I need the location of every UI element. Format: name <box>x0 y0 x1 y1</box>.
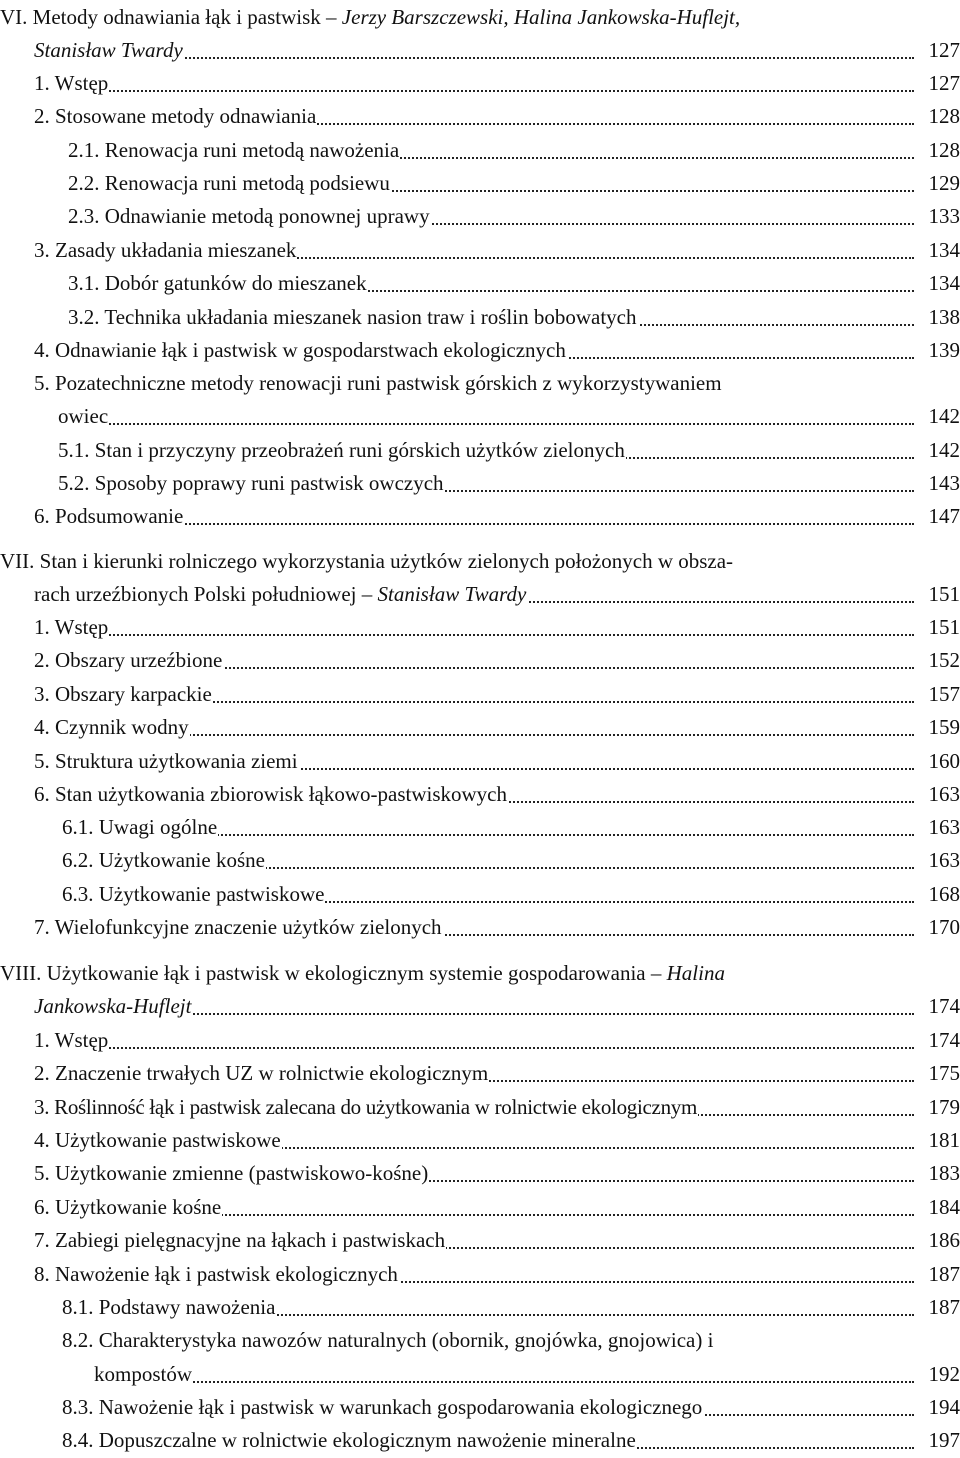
toc-page-number: 179 <box>916 1091 960 1124</box>
toc-entry <box>0 67 960 100</box>
toc-page-number: 170 <box>916 911 960 944</box>
toc-part-heading <box>0 1 960 34</box>
toc-entry-number: 5. <box>34 749 50 773</box>
toc-entry-number: 5.1. <box>58 438 90 462</box>
toc-entry-title: Roślinność łąk i pastwisk zalecana do użytkowania w rolnictwie ekologicznym <box>54 1095 698 1119</box>
toc-entry-number: 2. <box>34 104 50 128</box>
toc-page-number: 181 <box>916 1124 960 1157</box>
toc-entry-number: 3.2. <box>68 305 100 329</box>
toc-subentry <box>0 134 960 167</box>
toc-page-number: 187 <box>916 1258 960 1291</box>
toc-entry-number: 3. <box>34 682 50 706</box>
toc-entry-number: 8. <box>34 1262 50 1286</box>
toc-entry-number: 6. <box>34 504 50 528</box>
toc-entry-number: 2. <box>34 648 50 672</box>
toc-entry-title: Użytkowanie zmienne (pastwiskowo-kośne) <box>55 1161 429 1185</box>
toc-entry <box>0 34 960 67</box>
toc-entry-title: Dobór gatunków do mieszanek <box>104 271 367 295</box>
toc-page-number: 184 <box>916 1191 960 1224</box>
toc-entry-number: 1. <box>34 71 50 95</box>
toc-entry-title: Odnawianie metodą ponownej uprawy <box>104 204 430 228</box>
toc-page-number: 151 <box>916 611 960 644</box>
toc-page-number: 151 <box>916 578 960 611</box>
toc-entry-title: Stan i przyczyny przeobrażeń runi górskich użytków zielonych <box>94 438 625 462</box>
toc-entry-number: 3. <box>34 1095 50 1119</box>
toc-entry-title: Czynnik wodny <box>55 715 189 739</box>
toc-entry-title: Podstawy nawożenia <box>98 1295 276 1319</box>
toc-entry-number: 6.2. <box>62 848 94 872</box>
toc-entry-number: 3. <box>34 238 50 262</box>
toc-entry <box>0 911 960 944</box>
toc-entry-number: 3.1. <box>68 271 100 295</box>
toc-entry-number: 8.2. <box>62 1328 94 1352</box>
toc-entry-title: Nawożenie łąk i pastwisk ekologicznych <box>55 1262 398 1286</box>
toc-entry <box>0 1057 960 1090</box>
toc-entry-title: Odnawianie łąk i pastwisk w gospodarstwach ekologicznych <box>55 338 566 362</box>
toc-part-authors: Jerzy Barszczewski, Halina Jankowska-Huflejt, <box>341 5 741 29</box>
toc-page-number: 174 <box>916 990 960 1023</box>
toc-entry-title: Obszary urzeźbione <box>55 648 223 672</box>
toc-page-number: 127 <box>916 34 960 67</box>
toc-entry <box>0 778 960 811</box>
toc-page-number: 128 <box>916 100 960 133</box>
toc-entry-continuation <box>0 578 960 611</box>
toc-entry-title: Zabiegi pielęgnacyjne na łąkach i pastwiskach <box>55 1228 446 1252</box>
toc-entry-title: Struktura użytkowania ziemi <box>55 749 298 773</box>
toc-page-number: 129 <box>916 167 960 200</box>
toc-entry <box>0 1191 960 1224</box>
toc-entry-title: Użytkowanie pastwiskowe <box>98 882 325 906</box>
toc-part-number: VII. <box>0 549 35 573</box>
toc-entry-number: 7. <box>34 915 50 939</box>
toc-entry-title: Użytkowanie kośne <box>98 848 265 872</box>
toc-entry-number: 2.3. <box>68 204 100 228</box>
toc-subentry <box>0 267 960 300</box>
toc-entry-title: Podsumowanie <box>55 504 184 528</box>
toc-entry-number: 6. <box>34 782 50 806</box>
toc-entry-title: Wstęp <box>54 1028 109 1052</box>
toc-entry-number: 5. <box>34 371 50 395</box>
toc-entry-number: 6.3. <box>62 882 94 906</box>
toc-subentry <box>0 434 960 467</box>
toc-entry-continuation <box>0 990 960 1023</box>
toc-page-number: 134 <box>916 234 960 267</box>
toc-page-number: 152 <box>916 644 960 677</box>
toc-page-number: 157 <box>916 678 960 711</box>
toc-entry <box>0 334 960 367</box>
toc-entry-title: Sposoby poprawy runi pastwisk owczych <box>94 471 444 495</box>
toc-entry-title: Zasady układania mieszanek <box>55 238 297 262</box>
toc-entry-title: Charakterystyka nawozów naturalnych (obornik, gnojówka, gnojowica) i <box>98 1328 714 1352</box>
toc-entry-title: Znaczenie trwałych UZ w rolnictwie ekologicznym <box>55 1061 489 1085</box>
toc-entry <box>0 1024 960 1057</box>
toc-entry <box>0 500 960 533</box>
toc-page-number: 142 <box>916 434 960 467</box>
toc-page-number: 183 <box>916 1157 960 1190</box>
toc-entry-title: Użytkowanie pastwiskowe <box>55 1128 281 1152</box>
toc-part-title: Użytkowanie łąk i pastwisk w ekologicznym systemie gospodarowania – <box>46 961 662 985</box>
toc-entry-title: Użytkowanie kośne <box>55 1195 222 1219</box>
toc-entry <box>0 611 960 644</box>
toc-part-authors: Halina <box>666 961 725 985</box>
toc-subentry <box>0 200 960 233</box>
toc-entry-title: Wielofunkcyjne znaczenie użytków zielonych <box>54 915 442 939</box>
toc-page-number: 163 <box>916 844 960 877</box>
toc-entry-number: 4. <box>34 338 50 362</box>
toc-page-number: 134 <box>916 267 960 300</box>
toc-page-number: 133 <box>916 200 960 233</box>
toc-entry-number: 7. <box>34 1228 50 1252</box>
toc-page-number: 174 <box>916 1024 960 1057</box>
toc-entry-title: Pozatechniczne metody renowacji runi pastwisk górskich z wykorzystywaniem <box>55 371 722 395</box>
toc-entry-title: Wstęp <box>54 615 109 639</box>
toc-entry-number: 2.1. <box>68 138 100 162</box>
toc-part-title: Metody odnawiania łąk i pastwisk – <box>32 5 337 29</box>
toc-subentry <box>0 1324 960 1357</box>
toc-entry-number: 8.3. <box>62 1395 94 1419</box>
toc-part-number: VIII. <box>0 961 42 985</box>
toc-subentry <box>0 301 960 334</box>
toc-entry-continuation <box>0 400 960 433</box>
toc-entry <box>0 1091 960 1124</box>
toc-entry-title: Wstęp <box>54 71 109 95</box>
toc-entry-title: Obszary karpackie <box>55 682 212 706</box>
toc-entry-continuation <box>0 1358 960 1391</box>
toc-entry <box>0 644 960 677</box>
toc-subentry <box>0 811 960 844</box>
toc-page-number: 163 <box>916 811 960 844</box>
toc-entry <box>0 234 960 267</box>
toc-subentry <box>0 1391 960 1424</box>
toc-entry-number: 2. <box>34 1061 50 1085</box>
toc-entry-number: 8.1. <box>62 1295 94 1319</box>
toc-entry <box>0 678 960 711</box>
toc-entry-number: 5.2. <box>58 471 90 495</box>
toc-page-number: 186 <box>916 1224 960 1257</box>
toc-page-number: 128 <box>916 134 960 167</box>
toc-entry-number: 6.1. <box>62 815 94 839</box>
toc-entry-title: Stosowane metody odnawiania <box>55 104 317 128</box>
toc-entry-number: 5. <box>34 1161 50 1185</box>
toc-part-authors: Stanisław Twardy <box>34 38 183 62</box>
toc-part-heading <box>0 545 960 578</box>
toc-page-number: 192 <box>916 1358 960 1391</box>
toc-subentry <box>0 878 960 911</box>
toc-page-number: 175 <box>916 1057 960 1090</box>
toc-entry <box>0 745 960 778</box>
toc-subentry <box>0 167 960 200</box>
toc-entry-title: Nawożenie łąk i pastwisk w warunkach gospodarowania ekologicznego <box>98 1395 703 1419</box>
toc-entry <box>0 1258 960 1291</box>
toc-entry-title: owiec <box>58 404 109 428</box>
toc-part-title: rach urzeźbionych Polski południowej – <box>34 582 373 606</box>
toc-entry-number: 4. <box>34 1128 50 1152</box>
toc-page-number: 143 <box>916 467 960 500</box>
toc-subentry <box>0 467 960 500</box>
toc-entry <box>0 1124 960 1157</box>
toc-page-number: 159 <box>916 711 960 744</box>
toc-page-number: 127 <box>916 67 960 100</box>
toc-entry <box>0 711 960 744</box>
toc-page-number: 138 <box>916 301 960 334</box>
toc-entry-title: Dopuszczalne w rolnictwie ekologicznym nawożenie mineralne <box>98 1428 636 1452</box>
toc-entry-number: 1. <box>34 1028 50 1052</box>
toc-entry-title: Stan użytkowania zbiorowisk łąkowo-pastwiskowych <box>55 782 508 806</box>
toc-entry <box>0 1224 960 1257</box>
toc-part-title: Stan i kierunki rolniczego wykorzystania użytków zielonych położonych w obsza- <box>39 549 734 573</box>
toc-page-number: 139 <box>916 334 960 367</box>
toc-entry-number: 1. <box>34 615 50 639</box>
toc-entry-number: 8.4. <box>62 1428 94 1452</box>
toc-page-number: 168 <box>916 878 960 911</box>
toc-part-authors: Jankowska-Huflejt <box>34 994 192 1018</box>
toc-entry-number: 6. <box>34 1195 50 1219</box>
toc-subentry <box>0 1291 960 1324</box>
toc-subentry <box>0 844 960 877</box>
toc-part-number: VI. <box>0 5 28 29</box>
toc-page-number: 163 <box>916 778 960 811</box>
toc-page-number: 197 <box>916 1424 960 1457</box>
toc-page-number: 142 <box>916 400 960 433</box>
toc-entry <box>0 100 960 133</box>
toc-page-number: 187 <box>916 1291 960 1324</box>
toc-entry-title: Renowacja runi metodą podsiewu <box>104 171 390 195</box>
toc-page-number: 160 <box>916 745 960 778</box>
toc-part-heading <box>0 957 960 990</box>
toc-entry <box>0 1157 960 1190</box>
toc-subentry <box>0 1424 960 1457</box>
toc-entry-title: Uwagi ogólne <box>98 815 218 839</box>
toc-entry-title: Renowacja runi metodą nawożenia <box>104 138 400 162</box>
toc-entry-title: Technika układania mieszanek nasion traw i roślin bobowatych <box>104 305 637 329</box>
toc-part-authors: Stanisław Twardy <box>377 582 527 606</box>
toc-entry-title: kompostów <box>94 1362 193 1386</box>
toc-entry-number: 2.2. <box>68 171 100 195</box>
toc-entry <box>0 367 960 400</box>
toc-page-number: 194 <box>916 1391 960 1424</box>
toc-entry-number: 4. <box>34 715 50 739</box>
toc-page-number: 147 <box>916 500 960 533</box>
